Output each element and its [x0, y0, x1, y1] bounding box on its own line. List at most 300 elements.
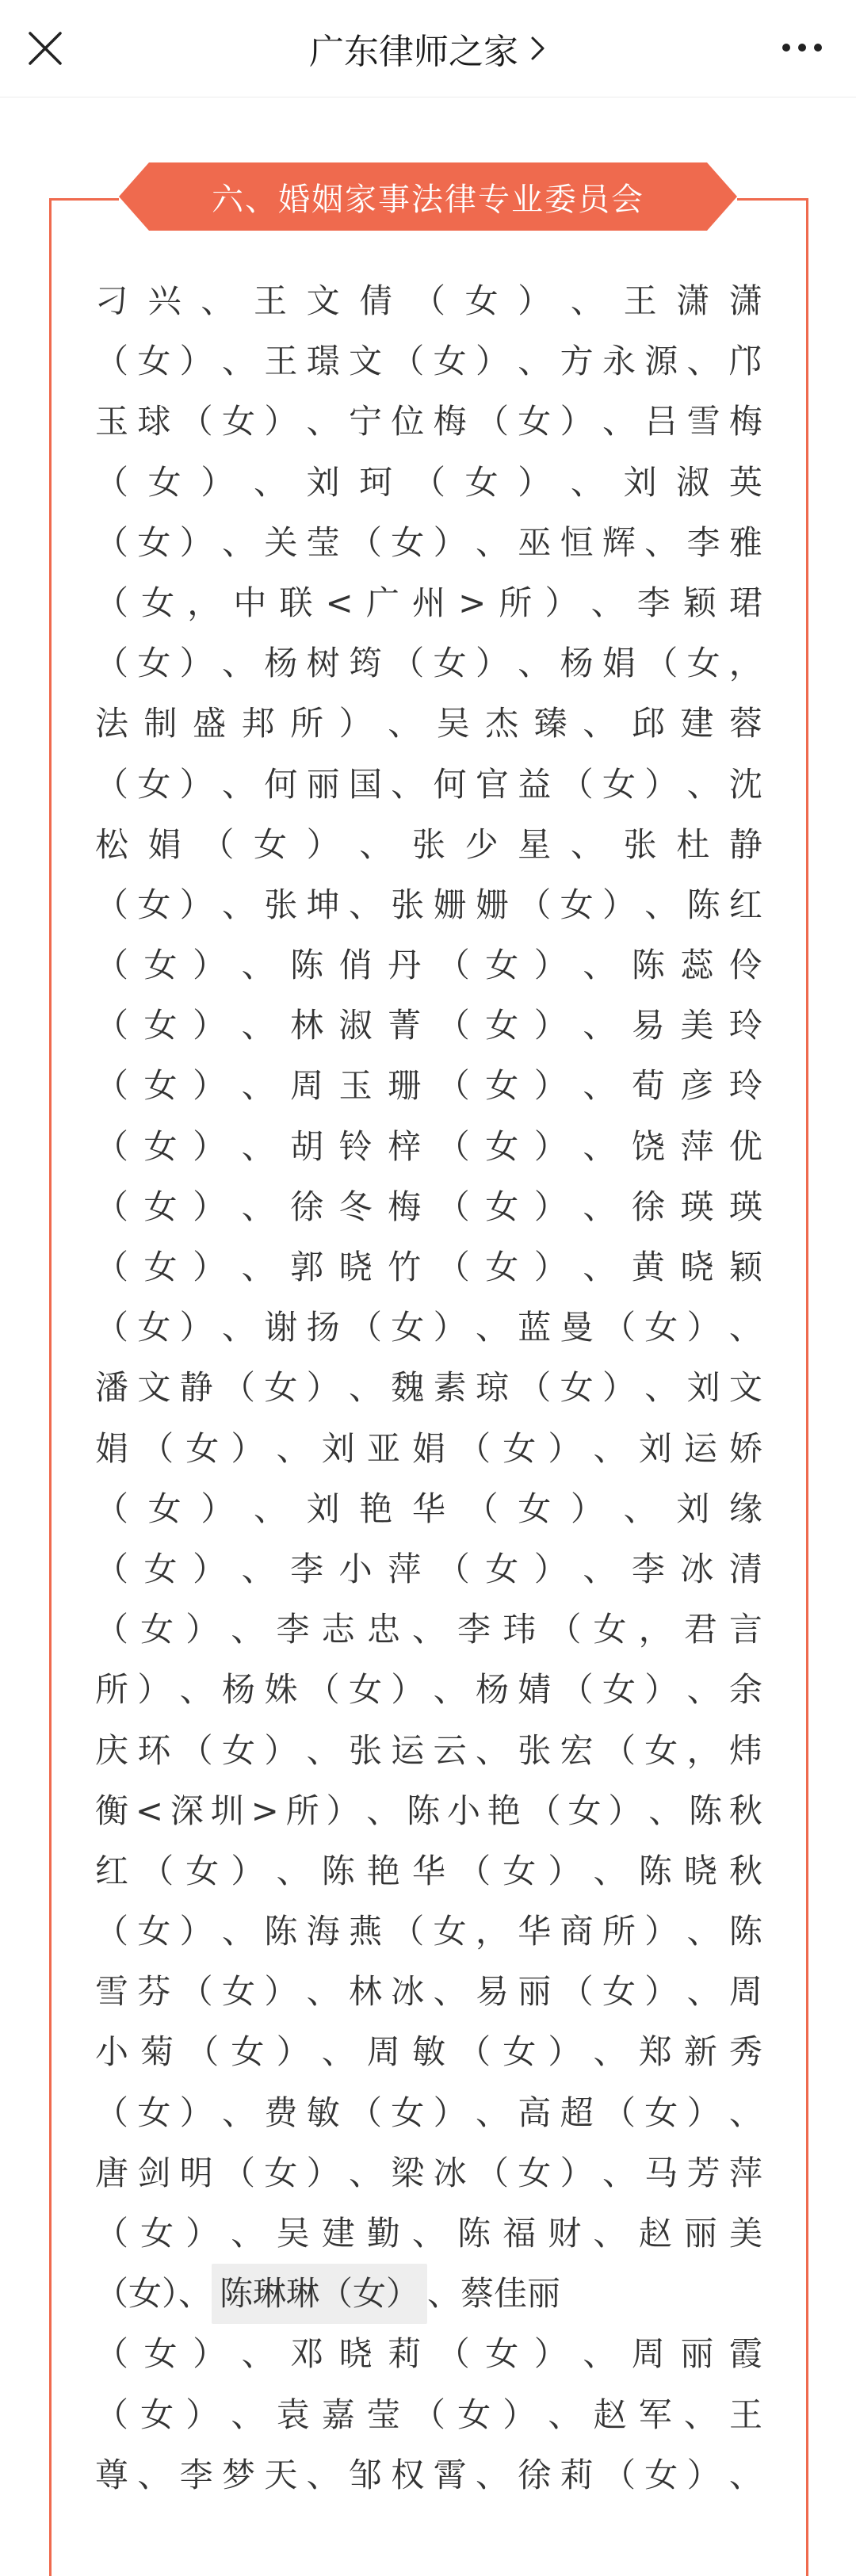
member-char: 杨	[264, 644, 298, 683]
member-char: 权	[391, 2455, 425, 2494]
member-char: （	[348, 2093, 382, 2132]
member-char: 女	[593, 1610, 627, 1649]
member-char: 颖	[728, 1248, 762, 1286]
member-char: 姝	[264, 1670, 298, 1710]
member-char: 李	[290, 1549, 324, 1588]
account-name: 广东律师之家	[309, 32, 518, 72]
member-char: ）	[533, 1126, 567, 1166]
member-char: 、	[348, 885, 382, 924]
member-char: 杨	[560, 644, 594, 683]
member-char: 女	[567, 1791, 602, 1830]
member-char: 中	[233, 583, 267, 622]
member-char: ）	[548, 1851, 582, 1890]
member-char: 女	[140, 2214, 174, 2253]
member-char: 女	[485, 1187, 519, 1226]
member-char: 瑛	[680, 1187, 714, 1226]
member-char: 、	[348, 1368, 382, 1408]
member-char: （	[95, 1912, 129, 1951]
member-char: ）	[475, 644, 509, 683]
member-char: 官	[475, 764, 509, 804]
member-char: ）	[433, 1308, 467, 1347]
member-char: （	[95, 1248, 129, 1286]
member-char: 女	[485, 946, 519, 985]
member-char: 女	[602, 1670, 636, 1710]
member-list	[95, 271, 762, 2505]
member-char: 、	[583, 1006, 617, 1045]
member-char: 敏	[411, 2032, 445, 2072]
member-char: 张	[264, 885, 298, 924]
member-char: 美	[680, 1006, 714, 1045]
member-char: （	[306, 1670, 340, 1710]
member-char: 筠	[348, 644, 382, 683]
member-char: 赵	[593, 2394, 627, 2434]
member-char: 女	[602, 1972, 636, 2012]
member-char: 、	[686, 764, 720, 804]
member-char: 、	[221, 522, 255, 562]
member-char: ）	[179, 764, 213, 804]
member-char: 玲	[728, 1006, 762, 1045]
member-char: 潇	[728, 281, 762, 320]
member-char: 女	[464, 462, 499, 502]
member-char: 所	[290, 704, 324, 743]
member-char: （	[475, 2153, 509, 2192]
member-char: ）	[686, 1308, 720, 1347]
member-char: 刘	[306, 1489, 340, 1528]
account-name-link[interactable]	[309, 23, 547, 74]
member-char: （	[436, 1006, 470, 1045]
member-char: 树	[306, 644, 340, 683]
member-char: 、	[241, 1187, 275, 1226]
member-char: 、	[276, 1851, 310, 1890]
member-char: 女	[137, 1912, 171, 1951]
member-char: 李	[457, 1610, 491, 1649]
member-char: 超	[560, 2093, 594, 2132]
member-char: 女	[143, 946, 178, 985]
member-char: 优	[728, 1126, 762, 1166]
member-char: 周	[631, 2334, 665, 2374]
member-char: 圳	[210, 1791, 244, 1830]
member-char: 女	[644, 2455, 678, 2494]
member-char: 冰	[391, 1972, 425, 2012]
member-char: 、	[475, 2093, 509, 2132]
member-char: 、	[241, 1126, 275, 1166]
member-char: 瑛	[728, 1187, 762, 1226]
member-list-line	[95, 1237, 762, 1298]
member-char: 李	[631, 1549, 665, 1588]
member-char: 、	[583, 1126, 617, 1166]
member-char: 君	[683, 1610, 717, 1649]
member-char: 女	[185, 1428, 220, 1468]
member-char: 女	[185, 1851, 220, 1890]
member-char: 文	[306, 281, 340, 320]
member-list-line	[95, 1660, 762, 1720]
member-char: 、	[623, 1489, 657, 1528]
member-char: 俏	[338, 946, 373, 985]
member-char: 深	[170, 1791, 204, 1830]
member-list-line	[95, 2385, 762, 2445]
member-char: ）	[264, 1730, 298, 1770]
member-char: ）	[306, 2153, 340, 2192]
member-char: 、	[593, 2214, 627, 2253]
member-char: 所	[499, 583, 533, 622]
member-char: 萍	[680, 1126, 714, 1166]
member-char: ）	[533, 946, 567, 985]
member-char: 、	[686, 1972, 720, 2012]
member-char: 周	[290, 1066, 324, 1106]
member-char: 女	[143, 2334, 178, 2374]
member-char: 萍	[728, 2153, 762, 2192]
member-char: 陈	[457, 2214, 491, 2253]
member-char: 蕊	[680, 946, 714, 985]
member-char: 陈	[290, 946, 324, 985]
member-char: 珊	[388, 1066, 422, 1106]
member-char: 周	[728, 1972, 762, 2012]
member-char: 华	[411, 1489, 445, 1528]
member-char: 女	[137, 522, 171, 562]
member-char: 松	[95, 824, 129, 864]
member-char: （	[436, 1126, 470, 1166]
member-char: 吴	[276, 2214, 310, 2253]
member-char: 女	[464, 281, 499, 320]
member-char: 女	[137, 342, 171, 381]
member-char: （	[602, 2093, 636, 2132]
member-char: ）	[475, 342, 509, 381]
member-char: 胡	[290, 1126, 324, 1166]
member-char: 易	[631, 1006, 665, 1045]
member-char: 女	[485, 1066, 519, 1106]
member-char: 王	[623, 281, 657, 320]
member-char: 易	[475, 1972, 509, 2012]
member-char: ）	[193, 1549, 227, 1588]
member-char: 蓉	[728, 704, 762, 743]
member-char: 女	[457, 2394, 491, 2434]
member-char: ）	[193, 1248, 227, 1286]
member-char: ）	[533, 1006, 567, 1045]
member-char: 所	[285, 1791, 319, 1830]
member-list-line	[95, 2324, 762, 2384]
member-list-line	[95, 1117, 762, 1177]
member-char: 林	[290, 1006, 324, 1045]
member-char: 、	[583, 704, 617, 743]
member-char: 女	[560, 885, 594, 924]
member-char: （	[457, 1428, 491, 1468]
member-list-line	[95, 1599, 762, 1660]
member-char: 、	[241, 1006, 275, 1045]
member-char: 福	[503, 2214, 537, 2253]
member-char: （	[95, 885, 129, 924]
member-char: 、	[644, 522, 678, 562]
member-char: 静	[728, 824, 762, 864]
member-char: ）	[179, 885, 213, 924]
member-char: 冬	[338, 1187, 373, 1226]
member-char: 巫	[518, 522, 552, 562]
member-char: 女	[485, 1248, 519, 1286]
member-char: （	[348, 522, 382, 562]
member-char: 、	[548, 2394, 582, 2434]
member-char: 华	[411, 1851, 445, 1890]
member-char: 宁	[348, 402, 382, 441]
member-char: 、	[593, 1428, 627, 1468]
member-char: （	[436, 946, 470, 985]
member-char: 燕	[348, 1912, 382, 1951]
member-char: 、	[433, 1670, 467, 1710]
member-char: （	[95, 1187, 129, 1226]
member-char: 亚	[366, 1428, 400, 1468]
member-char: 女	[137, 885, 171, 924]
member-char: 、	[583, 2334, 617, 2374]
member-char: 女	[644, 2093, 678, 2132]
member-char: 、	[231, 1610, 265, 1649]
member-char: （	[457, 2032, 491, 2072]
member-char: 女	[518, 1489, 552, 1528]
member-char: （	[560, 1972, 594, 2012]
member-char: ）	[644, 1912, 678, 1951]
member-list-line	[95, 1901, 762, 1962]
member-char: 姗	[433, 885, 467, 924]
member-char: （	[140, 1851, 174, 1890]
member-char: 方	[560, 342, 594, 381]
member-char: （	[411, 281, 445, 320]
member-char: 梅	[433, 402, 467, 441]
member-char: 婧	[518, 1670, 552, 1710]
member-char: 竹	[388, 1248, 422, 1286]
member-char: 、	[221, 644, 255, 683]
member-char: （	[436, 1066, 470, 1106]
member-char: 饶	[631, 1126, 665, 1166]
member-char: 霄	[433, 2455, 467, 2494]
member-char: ）	[644, 1670, 678, 1710]
member-char: （	[95, 764, 129, 804]
member-char: 女	[485, 1549, 519, 1588]
member-char: 萍	[388, 1549, 422, 1588]
member-char: ）	[231, 1851, 265, 1890]
member-char: 素	[433, 1368, 467, 1408]
member-char: 、	[475, 2455, 509, 2494]
member-list-line	[95, 453, 762, 513]
member-char: 州	[411, 583, 445, 622]
member-char: 英	[728, 462, 762, 502]
member-char: 嘉	[321, 2394, 355, 2434]
member-text: （女）、	[95, 2274, 212, 2314]
member-list-line	[95, 694, 762, 754]
member-char: 益	[518, 764, 552, 804]
member-char: ）	[179, 1912, 213, 1951]
member-char: 丽	[680, 2334, 714, 2374]
member-char: 、	[683, 2394, 717, 2434]
member-char: 沈	[728, 764, 762, 804]
member-list-line	[95, 755, 762, 815]
member-char: 炜	[728, 1730, 762, 1770]
member-char: 缘	[728, 1489, 762, 1528]
member-char: 梅	[388, 1187, 422, 1226]
member-char: 陈	[728, 1912, 762, 1951]
section-title: 六、婚姻家事法律专业委员会	[212, 181, 644, 218]
member-char: （	[475, 402, 509, 441]
member-char: 女	[140, 1610, 174, 1649]
member-char: 冰	[680, 1549, 714, 1588]
member-char: ）	[179, 2093, 213, 2132]
member-char: 美	[728, 2214, 762, 2253]
member-char: 女	[253, 824, 287, 864]
member-char: 唐	[95, 2153, 129, 2192]
member-char: 陈	[407, 1791, 441, 1830]
member-char: 、	[241, 1066, 275, 1106]
member-char: 、	[570, 281, 604, 320]
member-char: 丹	[388, 946, 422, 985]
member-char: 衡	[95, 1791, 129, 1830]
member-char: 女	[221, 402, 255, 441]
member-char: （	[436, 1248, 470, 1286]
member-text: 、蔡佳丽	[427, 2274, 561, 2314]
member-char: 杨	[221, 1670, 255, 1710]
member-char: （	[391, 644, 425, 683]
member-list-line	[95, 815, 762, 875]
member-char: （	[348, 1308, 382, 1347]
member-char: 女	[348, 1670, 382, 1710]
member-char: 扬	[306, 1308, 340, 1347]
member-char: （	[185, 2032, 220, 2072]
member-char: 娟	[147, 824, 182, 864]
member-char: >	[250, 1791, 279, 1830]
member-char: （	[560, 1670, 594, 1710]
member-list-line	[95, 1298, 762, 1358]
member-char: 晓	[683, 1851, 717, 1890]
member-char: ）	[560, 2153, 594, 2192]
member-char: 娟	[411, 1428, 445, 1468]
member-char: 、	[221, 764, 255, 804]
member-char: 余	[728, 1670, 762, 1710]
member-char: 、	[179, 1670, 213, 1710]
member-list-line	[95, 271, 762, 331]
member-char: 、	[306, 402, 340, 441]
member-char: 源	[644, 342, 678, 381]
member-char: 玮	[503, 1610, 537, 1649]
member-char: （	[436, 2334, 470, 2374]
member-char: ）	[548, 2032, 582, 2072]
member-list-line	[95, 935, 762, 996]
member-char: ）	[201, 1489, 235, 1528]
member-char: ）	[185, 2214, 220, 2253]
member-char: 珺	[728, 583, 762, 622]
member-char: 、	[241, 1549, 275, 1588]
member-char: 娟	[95, 1428, 129, 1468]
member-char: 淑	[338, 1006, 373, 1045]
member-char: 高	[518, 2093, 552, 2132]
member-char: 、	[475, 1730, 509, 1770]
member-char: 文	[348, 342, 382, 381]
member-char: 、	[231, 2214, 265, 2253]
member-list-line	[95, 573, 762, 633]
member-char: 秋	[728, 1791, 762, 1830]
member-char: 、	[728, 2455, 762, 2494]
member-char: 李	[636, 583, 671, 622]
member-char: 丽	[306, 764, 340, 804]
member-char: ）	[548, 1428, 582, 1468]
member-char: 制	[143, 704, 178, 743]
member-char: 女	[503, 1428, 537, 1468]
member-char: 红	[728, 885, 762, 924]
member-char: 、	[518, 644, 552, 683]
member-char: 女	[503, 1851, 537, 1890]
member-char: 女	[141, 583, 175, 622]
member-char: 女	[221, 1730, 255, 1770]
close-icon[interactable]	[25, 29, 65, 68]
member-char: 、	[590, 583, 625, 622]
member-char: 女	[391, 2093, 425, 2132]
member-char: 莉	[560, 2455, 594, 2494]
member-list-line	[95, 2203, 762, 2264]
member-char: 、	[570, 462, 604, 502]
member-list-line	[95, 633, 762, 694]
member-char: （	[644, 644, 678, 683]
member-char: ）	[179, 1308, 213, 1347]
member-char: 王	[253, 281, 287, 320]
member-char: 徐	[631, 1187, 665, 1226]
member-list-line	[95, 2083, 762, 2143]
member-list-line	[95, 392, 762, 452]
member-char: （	[518, 1368, 552, 1408]
more-icon[interactable]	[778, 33, 826, 62]
member-char: 军	[638, 2394, 672, 2434]
member-char: （	[560, 764, 594, 804]
member-char: 何	[433, 764, 467, 804]
member-list-line	[95, 1962, 762, 2022]
member-char: 娟	[602, 644, 636, 683]
member-char: 、	[391, 764, 425, 804]
member-char: 淑	[676, 462, 710, 502]
member-char: 晓	[338, 2334, 373, 2374]
member-char: 、	[570, 824, 604, 864]
member-char: 尊	[95, 2455, 129, 2494]
member-char: 、	[221, 885, 255, 924]
member-char: 女	[391, 522, 425, 562]
member-char: 女	[143, 1066, 178, 1106]
member-char: 刁	[95, 281, 129, 320]
member-char: 、	[602, 402, 636, 441]
member-char: ）	[602, 1368, 636, 1408]
member-char: 琼	[475, 1368, 509, 1408]
member-char: 女	[433, 342, 467, 381]
member-char: （	[464, 1489, 499, 1528]
member-char: 颖	[682, 583, 717, 622]
member-char: 剑	[137, 2153, 171, 2192]
member-char: ）	[264, 402, 298, 441]
member-char: 、	[475, 522, 509, 562]
member-char: 、	[388, 704, 422, 743]
member-list-line	[95, 2143, 762, 2203]
member-char: 女	[391, 1308, 425, 1347]
member-char: 丽	[683, 2214, 717, 2253]
member-char: 玉	[338, 1066, 373, 1106]
member-char: 王	[264, 342, 298, 381]
member-char: 、	[583, 1549, 617, 1588]
member-char: 女	[147, 462, 182, 502]
member-char: 吕	[644, 402, 678, 441]
member-char: 刘	[676, 1489, 710, 1528]
member-char: 女	[518, 2153, 552, 2192]
member-char: ）	[533, 1549, 567, 1588]
member-char: 女	[503, 2032, 537, 2072]
member-char: 伶	[728, 946, 762, 985]
member-char: 女	[137, 764, 171, 804]
member-char: 、	[221, 342, 255, 381]
member-char: 华	[518, 1912, 552, 1951]
member-char: （	[95, 1610, 129, 1649]
member-char: 、	[686, 342, 720, 381]
member-char: 、	[518, 342, 552, 381]
member-char: 黄	[631, 1248, 665, 1286]
member-char: （	[602, 1308, 636, 1347]
